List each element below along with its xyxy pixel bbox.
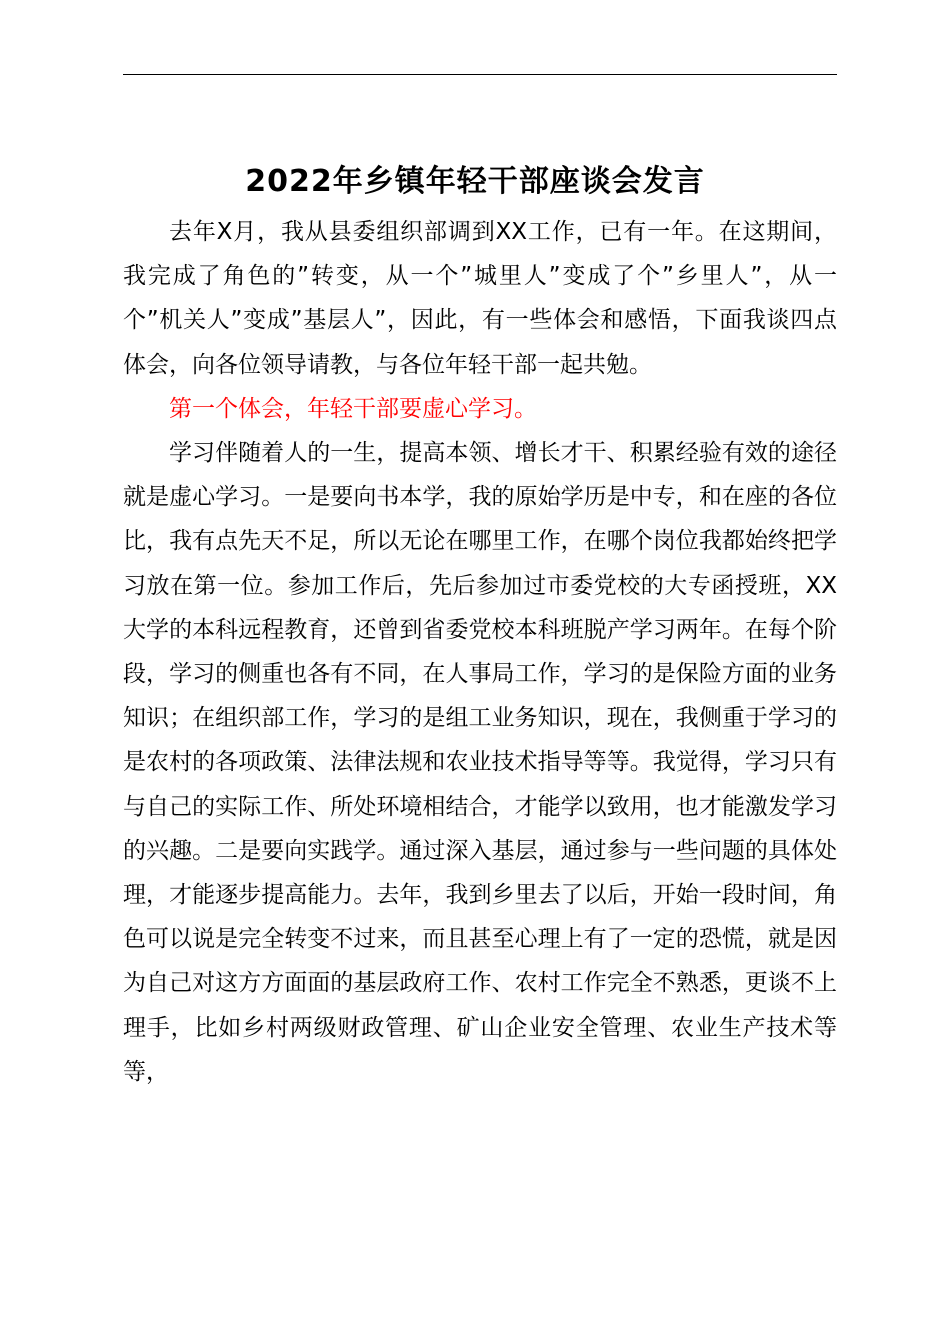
- section-heading-1: 第一个体会，年轻干部要虚心学习。: [169, 395, 537, 422]
- page-title: 2022年乡镇年轻干部座谈会发言: [245, 164, 705, 200]
- body-paragraph: 学习伴随着人的一生，提高本领、增长才干、积累经验有效的途径就是虚心学习。一是要向书本学，我的原始学历是中专，和在座的各位比，我有点先天不足，所以无论在哪里工作，在哪个岗位我都始终把学习放在第一位。参加工作后，先后参加过市委党校的大专函授班，XX大学的本科远程教育，还曾到省委党校本科班脱产学习两年。在每个阶段，学习的侧重也各有不同，在人事局工作，学习的是保险方面的业务知识；在组织部工作，学习的是组工业务知识，现在，我侧重于学习的是农村的各项政策、法律法规和农业技术指导等等。我觉得，学习只有与自己的实际工作、所处环境相结合，才能学以致用，也才能激发学习的兴趣。二是要向实践学。通过深入基层，通过参与一些问题的具体处理，才能逐步提高能力。去年，我到乡里去了以后，开始一段时间，角色可以说是完全转变不过来，而且甚至心理上有了一定的恐慌，就是因为自己对这方方面面的基层政府工作、农村工作完全不熟悉，更谈不上理手，比如乡村两级财政管理、矿山企业安全管理、农业生产技术等等，: [123, 440, 837, 1085]
- header-rule: [123, 74, 837, 75]
- intro-paragraph: 去年X月，我从县委组织部调到XX工作，已有一年。在这期间，我完成了角色的”转变，从一个”城里人”变成了个”乡里人”，从一个”机关人”变成”基层人”，因此，有一些体会和感悟，下面我谈四点体会，向各位领导请教，与各位年轻干部一起共勉。: [123, 219, 837, 378]
- document-body: [123, 210, 837, 1094]
